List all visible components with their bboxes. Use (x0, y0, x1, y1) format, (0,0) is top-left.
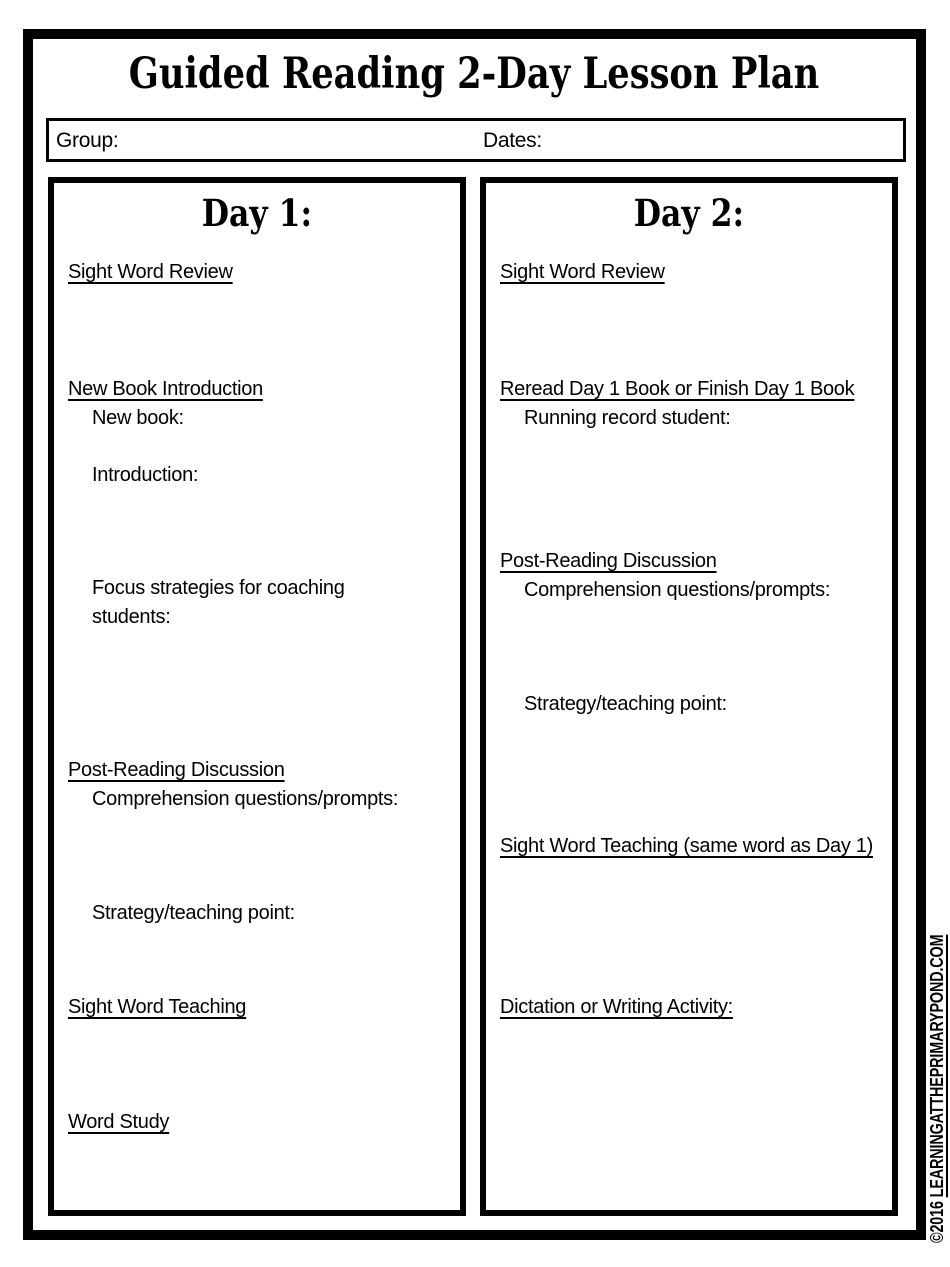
day2-comprehension-label: Comprehension questions/prompts: (524, 579, 831, 601)
day2-sight-word-review: Sight Word Review (500, 261, 665, 283)
day2-heading (486, 191, 892, 235)
day1-new-book-label: New book: (92, 407, 184, 429)
day1-introduction-label: Introduction: (92, 464, 199, 486)
day1-post-reading-discussion: Post-Reading Discussion (68, 759, 285, 781)
day1-heading (54, 191, 460, 235)
day1-word-study: Word Study (68, 1111, 170, 1133)
copyright-year: ©2016 (927, 1197, 947, 1243)
day2-strategy-point-label: Strategy/teaching point: (524, 693, 727, 715)
page-title-text: Guided Reading 2-Day Lesson Plan (129, 49, 820, 99)
copyright-site: LEARNINGATTHEPRIMARYPOND.COM (927, 934, 947, 1198)
copyright-text (927, 935, 948, 1243)
dates-field-label: Dates: (483, 129, 542, 152)
day2-running-record-label: Running record student: (524, 407, 731, 429)
page-border (23, 29, 926, 1240)
day2-sight-word-teaching: Sight Word Teaching (same word as Day 1) (500, 835, 873, 857)
day1-strategy-point-label: Strategy/teaching point: (92, 902, 295, 924)
page-title (33, 49, 916, 99)
day1-new-book-introduction: New Book Introduction (68, 378, 263, 400)
day2-post-reading-discussion: Post-Reading Discussion (500, 550, 717, 572)
day2-heading-text: Day 2: (633, 191, 745, 235)
group-field-label: Group: (56, 129, 119, 152)
group-dates-box (46, 118, 906, 162)
day1-panel (48, 177, 466, 1216)
day1-sight-word-teaching: Sight Word Teaching (68, 996, 247, 1018)
day1-focus-strategies-label: Focus strategies for coaching students: (92, 577, 345, 628)
day1-heading-text: Day 1: (201, 191, 313, 235)
day2-reread-finish-book: Reread Day 1 Book or Finish Day 1 Book (500, 378, 855, 400)
day1-comprehension-label: Comprehension questions/prompts: (92, 788, 399, 810)
day2-dictation-writing: Dictation or Writing Activity: (500, 996, 733, 1018)
day1-sight-word-review: Sight Word Review (68, 261, 233, 283)
day2-panel (480, 177, 898, 1216)
